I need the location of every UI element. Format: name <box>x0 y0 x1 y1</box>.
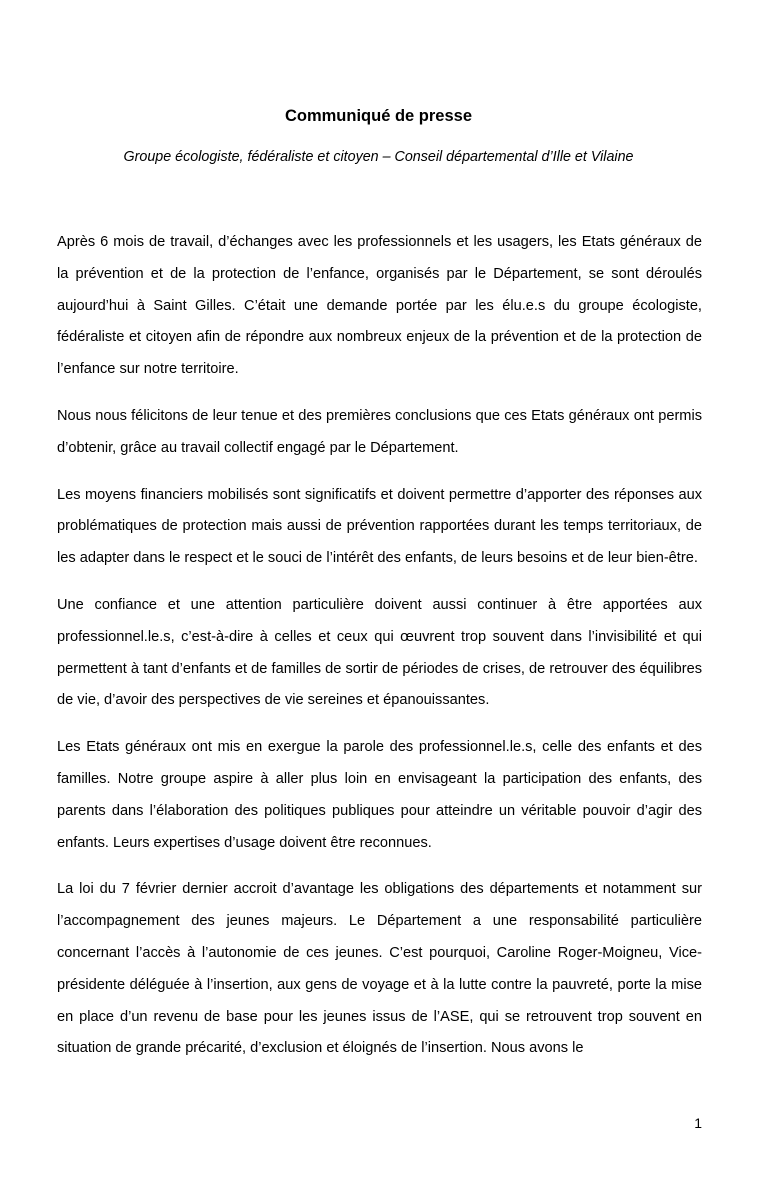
paragraph-5: Les Etats généraux ont mis en exergue la parole des professionnel.le.s, celle des enfants et des familles. Notre groupe aspire à aller plus loin en envisageant la participation des enfants, des parents dans l’élaboration des politiques publiques pour atteindre un véritable pouvoir d’agir des enfants. Leurs expertises d’usage doivent être reconnues. <box>57 739 702 851</box>
paragraph-2: Nous nous félicitons de leur tenue et des premières conclusions que ces Etats généraux ont permis d’obtenir, grâce au travail collectif engagé par le Département. <box>57 407 702 456</box>
paragraph-1: Après 6 mois de travail, d’échanges avec les professionnels et les usagers, les Etats généraux de la prévention et de la protection de l’enfance, organisés par le Département, se sont déroulés aujourd’hui à Saint Gilles. C’était une demande portée par les élu.e.s du groupe écologiste, fédéraliste et citoyen afin de répondre aux nombreux enjeux de la prévention et de la protection de l’enfance sur notre territoire. <box>57 234 702 378</box>
paragraph-4: Une confiance et une attention particulière doivent aussi continuer à être apportées aux professionnel.le.s, c’est-à-dire à celles et ceux qui œuvrent trop souvent dans l’invisibilité et qui permettent à tant d’enfants et de familles de sortir de périodes de crises, de retrouver des équilibres de vie, d’avoir des perspectives de vie sereines et épanouissantes. <box>57 596 702 709</box>
paragraph-3: Les moyens financiers mobilisés sont significatifs et doivent permettre d’apporter des réponses aux problématiques de protection mais aussi de prévention rapportées durant les temps territoriaux, de les adapter dans le respect et le souci de l’intérêt des enfants, de leurs besoins et de leur bien-être. <box>57 486 702 567</box>
document-body <box>57 227 702 1080</box>
paragraph-6: La loi du 7 février dernier accroit d’avantage les obligations des départements et notamment sur l’accompagnement des jeunes majeurs. Le Département a une responsabilité particulière concernant l’accès à l’autonomie de ces jeunes. C’est pourquoi, Caroline Roger-Moigneu, Vice-présidente déléguée à l’insertion, aux gens de voyage et à la lutte contre la pauvreté, porte la mise en place d’un revenu de base pour les jeunes issus de l’ASE, qui se retrouvent trop souvent en situation de grande précarité, d’exclusion et éloignés de l’insertion. Nous avons le <box>57 881 702 1057</box>
document-subtitle: Groupe écologiste, fédéraliste et citoyen – Conseil départemental d’Ille et Vilaine <box>123 149 634 165</box>
page-number: 1 <box>694 1115 702 1131</box>
document-title: Communiqué de presse <box>284 107 473 125</box>
